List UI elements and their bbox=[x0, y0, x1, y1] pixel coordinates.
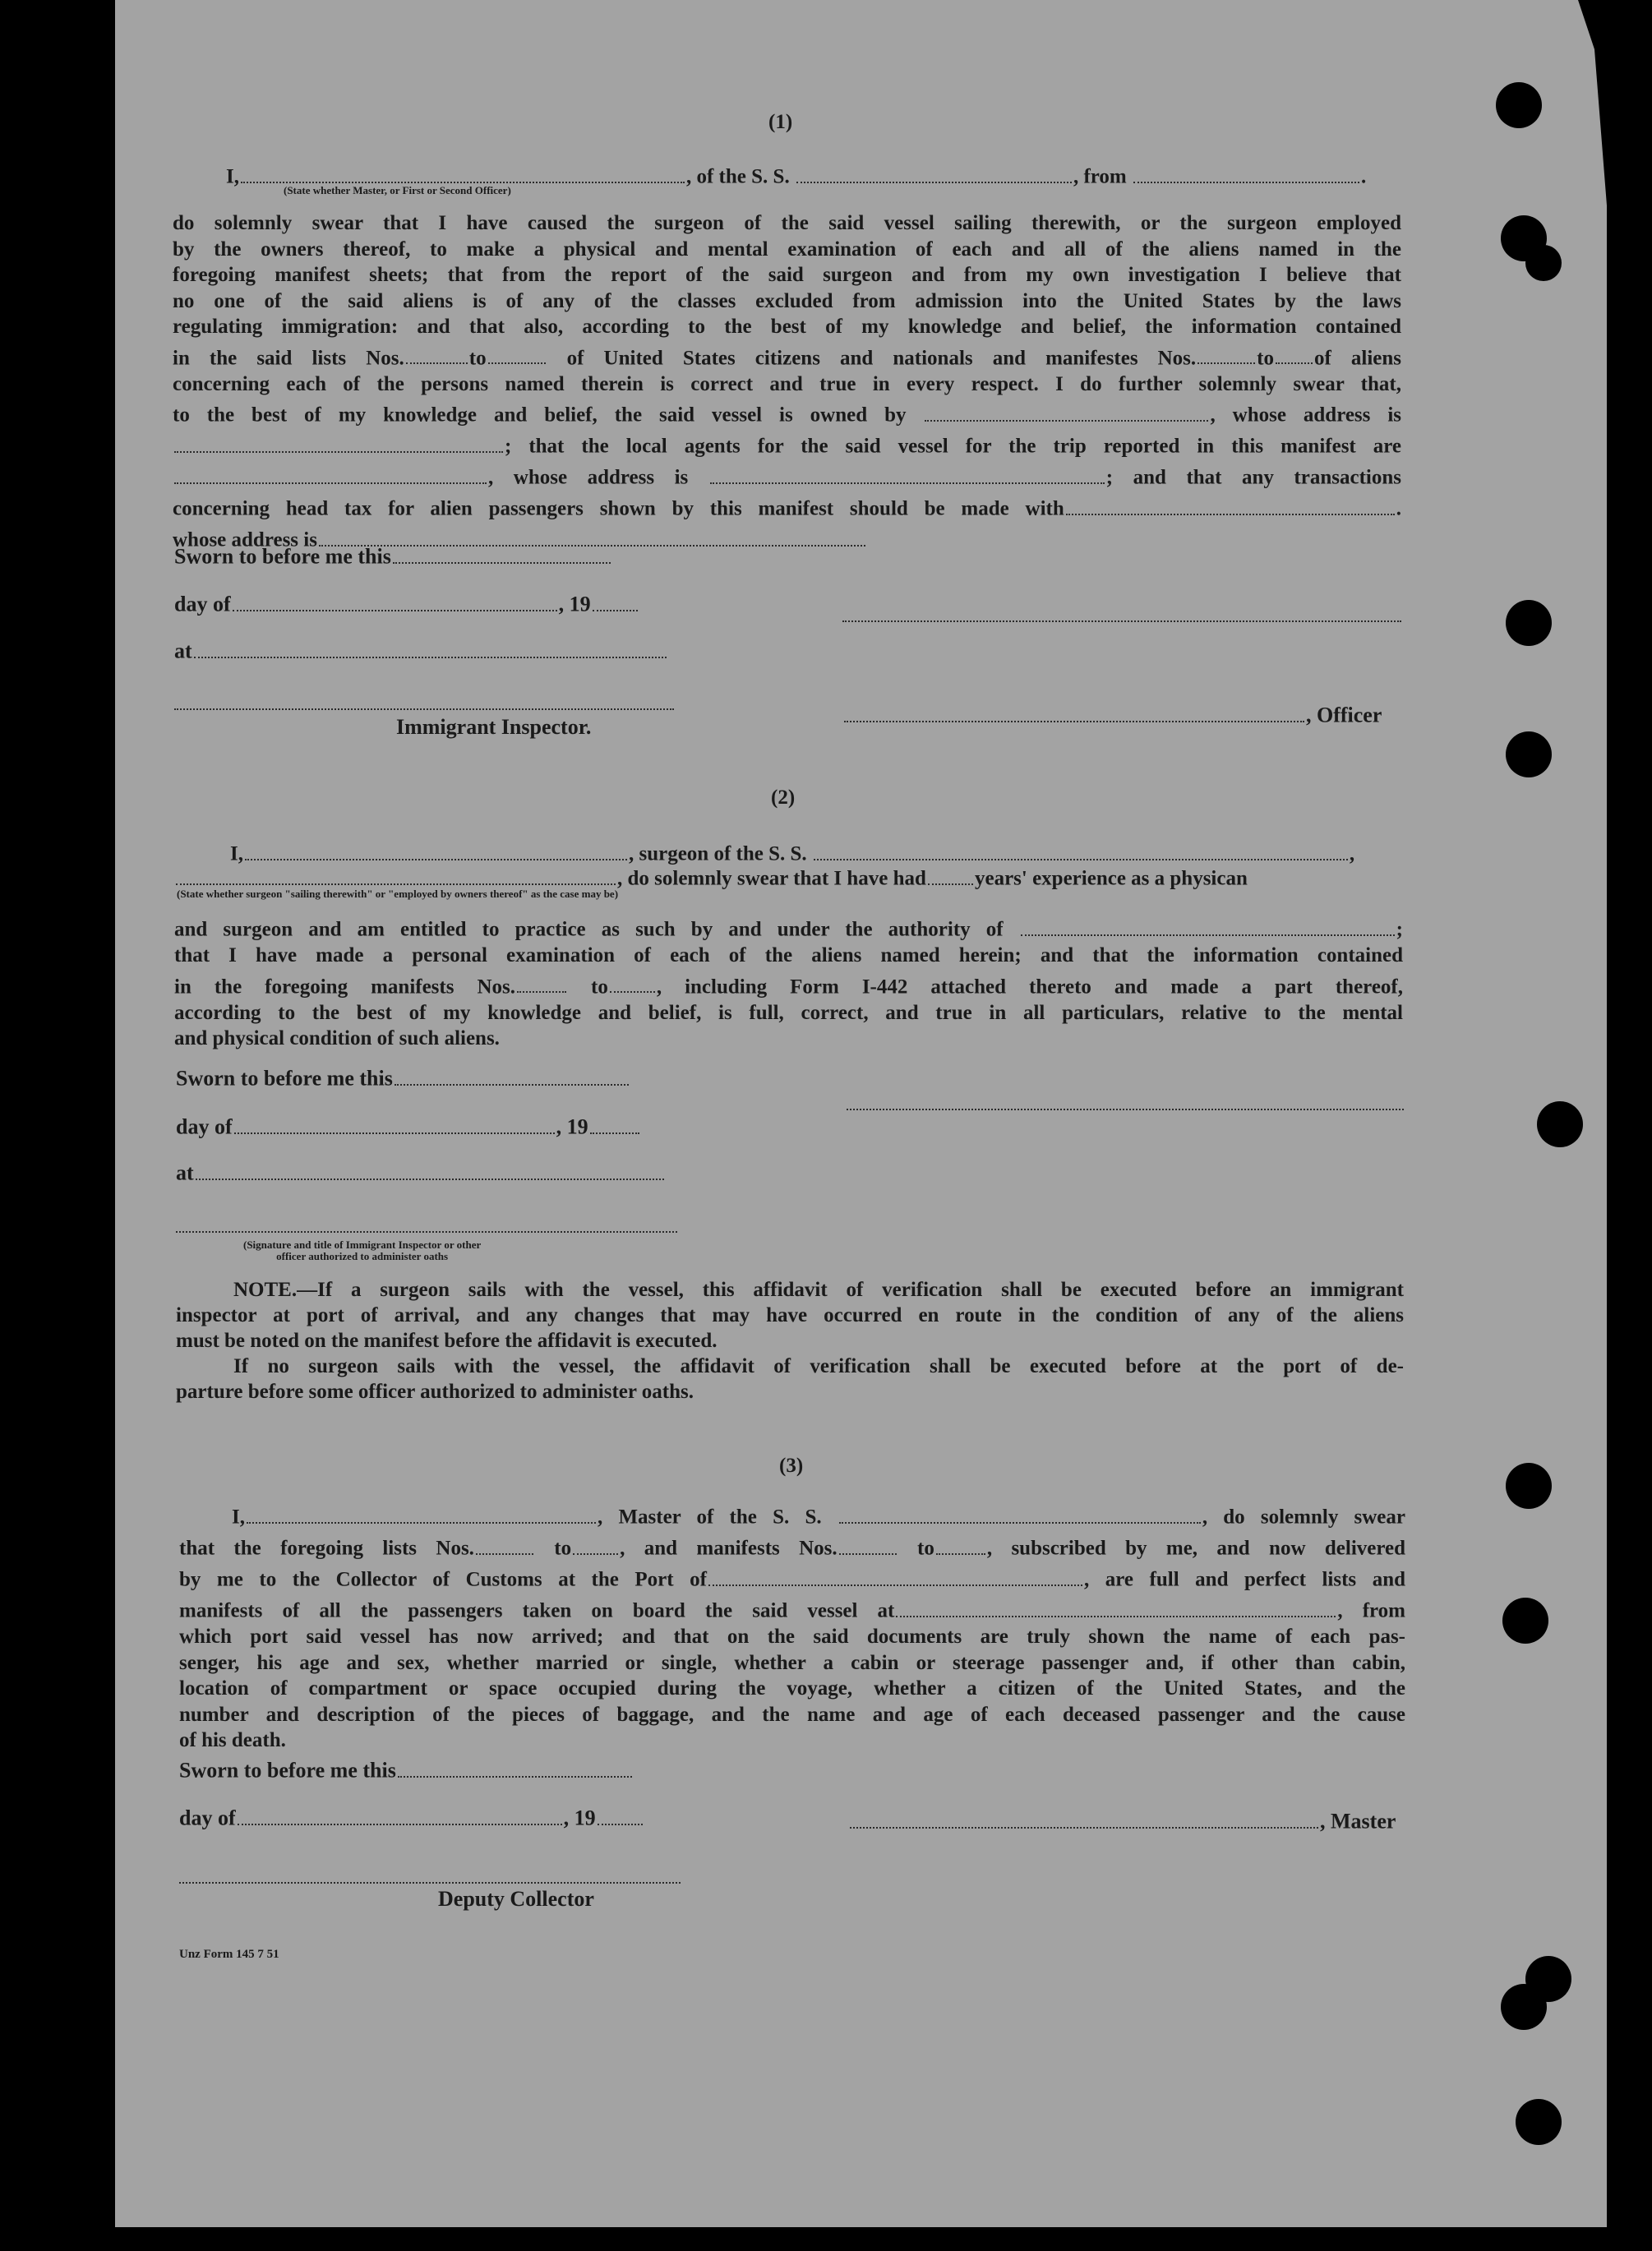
blank-sworn-field[interactable] bbox=[393, 538, 611, 564]
s2-signature-line[interactable] bbox=[847, 1109, 1404, 1110]
blank-address-field[interactable] bbox=[174, 428, 503, 453]
blank-year-field[interactable] bbox=[593, 586, 638, 611]
blank-at-field[interactable] bbox=[196, 1155, 664, 1180]
blank-ship-field[interactable] bbox=[839, 1499, 1201, 1524]
blank-field[interactable] bbox=[406, 340, 468, 365]
blank-year-field[interactable] bbox=[590, 1109, 639, 1134]
s1-oath-line-1: I, , of the S. S. , from . bbox=[226, 159, 1366, 189]
blank-master-field[interactable] bbox=[850, 1803, 1318, 1829]
s1-officer-line: , Officer bbox=[842, 697, 1382, 728]
s3-deputy-signature-line[interactable] bbox=[179, 1882, 681, 1884]
blank-day-field[interactable] bbox=[234, 1109, 555, 1134]
blank-field[interactable] bbox=[517, 969, 566, 994]
blank-field[interactable] bbox=[936, 1530, 985, 1555]
blank-field[interactable] bbox=[839, 1530, 897, 1555]
s2-signature-note: (Signature and title of Immigrant Inspector or other officer authorized to administer oaths bbox=[243, 1239, 482, 1262]
punch-hole bbox=[1496, 82, 1542, 128]
punch-hole bbox=[1516, 2099, 1562, 2145]
s1-day-of: day of , 19 bbox=[174, 586, 639, 617]
punch-hole bbox=[1502, 1598, 1548, 1644]
section-3-body: I, , Master of the S. S. , do solemnly swear that the foregoing lists Nos. to , and manifests Nos. to , subscribed by me, and now delivered by me to the Collector of Customs at the Port of , are full and perfect lists and manifests of all the passengers taken on board the said vessel at , from which port said vessel has now arrived; and that on the said documents are truly shown the name of each pas- senger, his age and sex, whether married or single, whether a cabin or steerage passenger and, if other than cabin, location of compartment or space occupied during the voyage, whether a citizen of the United States, and the number and description of the pieces of baggage, and the name and age of each deceased passenger and the cause of his death. bbox=[179, 1499, 1405, 1754]
blank-field[interactable] bbox=[1276, 340, 1313, 365]
blank-field[interactable] bbox=[1197, 340, 1255, 365]
section-2-body: and surgeon and am entitled to practice as such by and under the authority of ; that I have made a personal examination of each of the aliens named herein; and that the information contained in the foregoing manifests Nos. to , including Form I-442 attached thereto and made a part thereof, according to the best of my knowledge and belief, is full, correct, and true in all particulars, relative to the mental and physical condition of such aliens. bbox=[174, 911, 1403, 1052]
section-1-body: do solemnly swear that I have caused the surgeon of the said vessel sailing therewith, or the surgeon employed by the owners thereof, to make a physical and mental examination of each and all of the aliens named in the foregoing manifest sheets; that from the report of the said surgeon and from my own investigation I believe that no one of the said aliens is of any of the classes excluded from admission into the United States by the laws regulating immigration: and that also, according to the best of my knowledge and belief, the information contained in the said lists Nos. to of United States citizens and nationals and manifestes Nos. to of aliens concerning each of the persons named therein is correct and true in every respect. I do further solemnly swear that, to the best of my knowledge and belief, the said vessel is owned by , whose address is ; that the local agents for the said vessel for the trip reported in this manifest are , whose address is ; and that any transactions concerning head tax for alien passengers shown by this manifest should be made with . whose address is bbox=[173, 212, 1402, 551]
section-3-number: (3) bbox=[779, 1455, 804, 1477]
punch-hole bbox=[1506, 1463, 1552, 1509]
surgeon-status-note: (State whether surgeon "sailing therewith" or "employed by owners thereof" as the case may be) bbox=[177, 888, 619, 900]
section-1-number: (1) bbox=[768, 111, 793, 133]
s2-inspector-signature-line[interactable] bbox=[176, 1231, 677, 1233]
blank-port-field[interactable] bbox=[896, 1593, 1336, 1617]
blank-day-field[interactable] bbox=[233, 586, 557, 611]
blank-agents-field[interactable] bbox=[174, 459, 487, 484]
blank-surgeon-status-field[interactable] bbox=[176, 860, 616, 885]
blank-name-field[interactable] bbox=[247, 1499, 596, 1524]
blank-name-field[interactable] bbox=[241, 159, 685, 183]
blank-port-field[interactable] bbox=[708, 1561, 1082, 1586]
s2-at: at bbox=[176, 1155, 666, 1186]
s3-day-of: day of , 19 bbox=[179, 1800, 644, 1831]
blank-ship-field[interactable] bbox=[814, 836, 1348, 860]
section-2-number: (2) bbox=[771, 786, 796, 809]
s3-sworn: Sworn to before me this bbox=[179, 1752, 634, 1783]
blank-field[interactable] bbox=[488, 340, 546, 365]
form-number: Unz Form 145 7 51 bbox=[179, 1948, 279, 1961]
s1-signature-line[interactable] bbox=[842, 620, 1401, 622]
punch-hole bbox=[1506, 600, 1552, 646]
blank-at-field[interactable] bbox=[194, 633, 667, 658]
blank-name-field[interactable] bbox=[245, 836, 627, 860]
punch-hole bbox=[1501, 1984, 1547, 2030]
blank-owner-field[interactable] bbox=[925, 397, 1208, 422]
blank-headtax-field[interactable] bbox=[1066, 491, 1395, 515]
punch-hole bbox=[1506, 731, 1552, 777]
blank-day-field[interactable] bbox=[238, 1800, 562, 1825]
s2-note: NOTE.—If a surgeon sails with the vessel, this affidavit of verification shall be executed before an immigrant inspector at port of arrival, and any changes that may have occurred en route in the condition of any of the aliens must be noted on the manifest before the affidavit is executed. If no surgeon sails with the vessel, the affidavit of verification shall be executed before at the port of de- parture before some officer authorized to administer oaths. bbox=[176, 1279, 1404, 1403]
blank-from-field[interactable] bbox=[1133, 159, 1359, 183]
blank-sworn-field[interactable] bbox=[395, 1060, 629, 1086]
blank-years-field[interactable] bbox=[928, 860, 973, 885]
blank-authority-field[interactable] bbox=[1021, 911, 1395, 936]
s2-oath-line-1: I, , surgeon of the S. S. , bbox=[230, 836, 1354, 866]
s2-sworn: Sworn to before me this bbox=[176, 1060, 630, 1091]
blank-address-field[interactable] bbox=[710, 459, 1105, 484]
blank-sworn-field[interactable] bbox=[398, 1752, 632, 1778]
s1-inspector-signature-line[interactable] bbox=[174, 708, 674, 710]
s1-at: at bbox=[174, 633, 668, 664]
blank-ship-field[interactable] bbox=[796, 159, 1072, 183]
s3-master-line: , Master bbox=[848, 1803, 1396, 1834]
immigrant-inspector-label: Immigrant Inspector. bbox=[396, 715, 592, 739]
blank-field[interactable] bbox=[573, 1530, 618, 1555]
punch-hole bbox=[1537, 1101, 1583, 1147]
blank-field[interactable] bbox=[476, 1530, 533, 1555]
blank-officer-field[interactable] bbox=[844, 697, 1304, 722]
punch-hole bbox=[1525, 245, 1562, 281]
state-officer-note: (State whether Master, or First or Second Officer) bbox=[284, 184, 511, 196]
blank-year-field[interactable] bbox=[598, 1800, 643, 1825]
s2-oath-line-2: , do solemnly swear that I have had years' experience as a physican bbox=[174, 860, 1248, 891]
s2-day-of: day of , 19 bbox=[176, 1109, 641, 1140]
blank-field[interactable] bbox=[610, 969, 655, 994]
deputy-collector-label: Deputy Collector bbox=[438, 1887, 594, 1911]
s1-sworn: Sworn to before me this bbox=[174, 538, 612, 570]
